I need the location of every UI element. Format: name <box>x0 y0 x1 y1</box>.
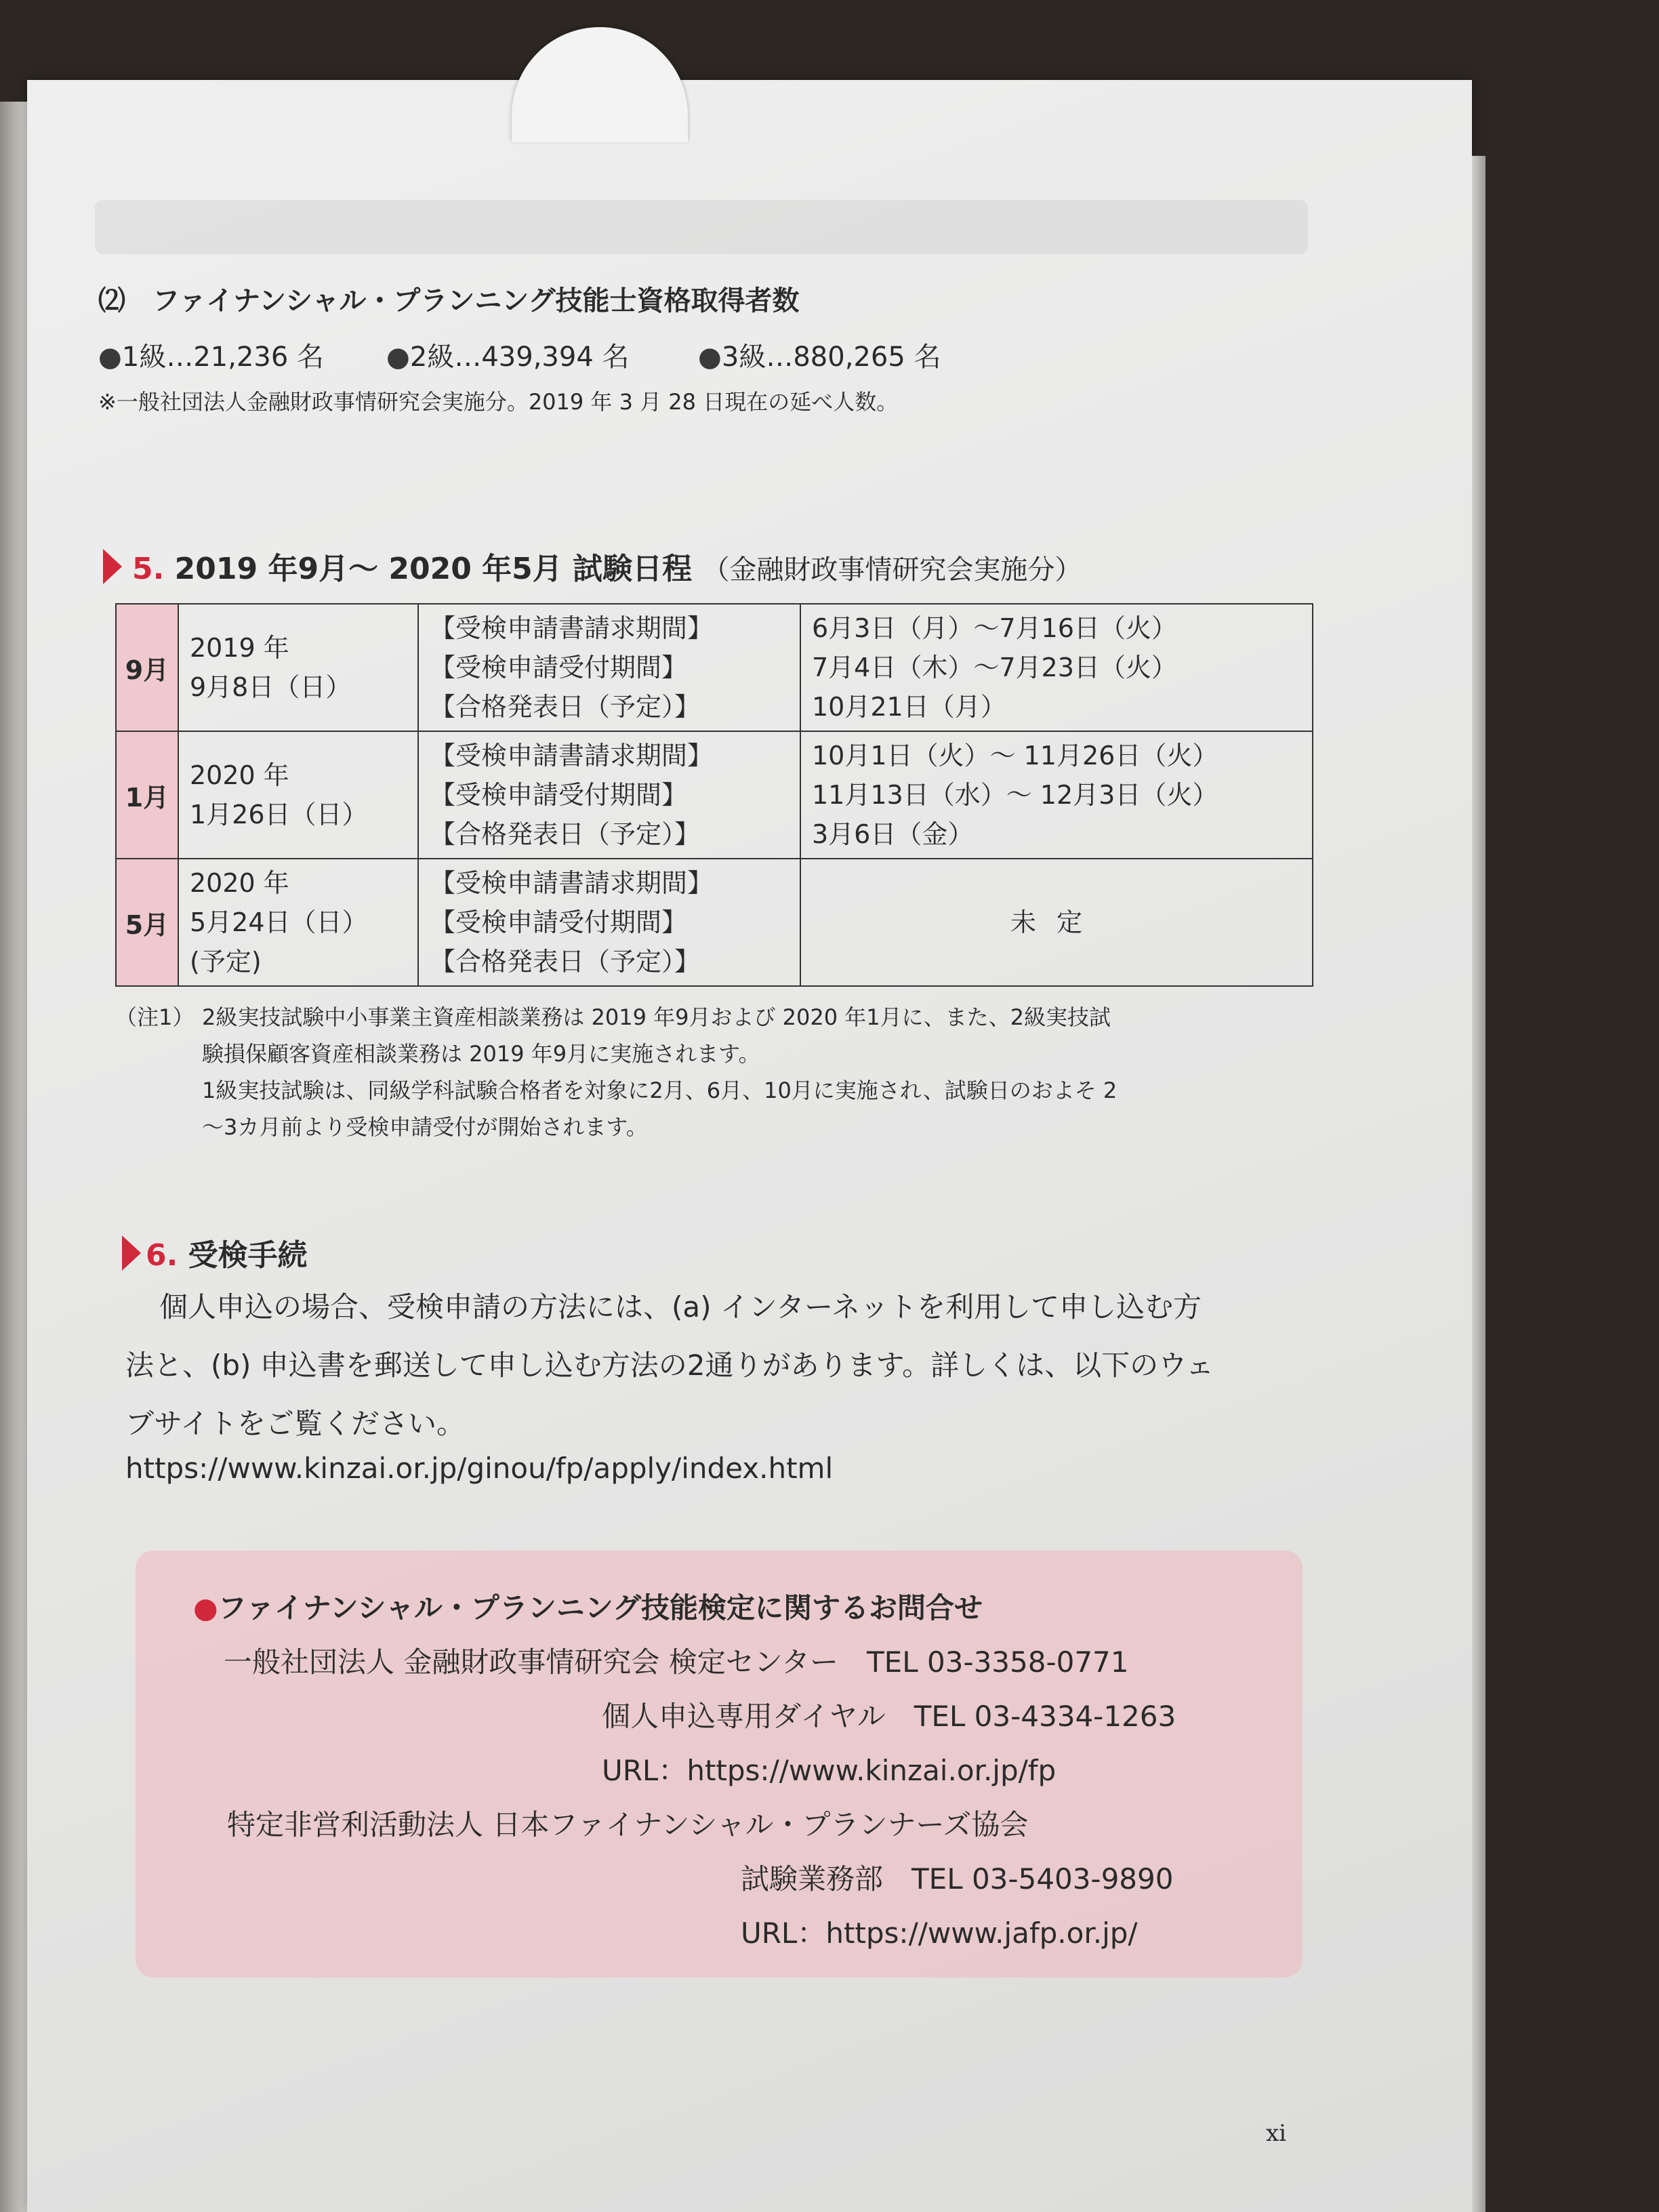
holders-heading-number: ⑵ <box>98 285 125 316</box>
section6-body-line: 法と、(b) 申込書を郵送して申し込む方法の2通りがあります。詳しくは、以下のウェ <box>125 1349 1214 1382</box>
schedule-note-line: ～3カ月前より受検申請受付が開始されます。 <box>202 1114 648 1140</box>
bullet-icon: ● <box>98 342 122 373</box>
contact-line: 特定非営利活動法人 日本ファイナンシャル・プランナーズ協会 <box>227 1808 1029 1841</box>
section6-title <box>146 1231 308 1274</box>
page-stack-edge <box>1472 156 1486 2212</box>
section6-body-line: ブサイトをご覧ください。 <box>125 1407 466 1440</box>
contact-url[interactable]: URL：https://www.jafp.or.jp/ <box>741 1917 1138 1950</box>
section-arrow-icon <box>122 1235 141 1271</box>
section6-body-line: 個人申込の場合、受検申請の方法には、(a) インターネットを利用して申し込む方 <box>159 1290 1202 1324</box>
facing-page-edge <box>0 102 27 2212</box>
exam-date-line: 2019 年 <box>190 633 289 663</box>
period-label: 【受検申請受付期間】 <box>430 653 688 682</box>
period-tbd-cell: 未定 <box>800 859 1313 986</box>
period-label: 【合格発表日（予定）】 <box>430 692 701 722</box>
period-label: 【受検申請書請求期間】 <box>430 613 714 643</box>
contact-title-text: ファイナンシャル・プランニング技能検定に関するお問合せ <box>218 1591 983 1624</box>
exam-date-cell <box>178 859 418 986</box>
holders-heading-text: ファイナンシャル・プランニング技能士資格取得者数 <box>152 285 800 316</box>
period-value: 10月1日（火）～ 11月26日（火） <box>812 741 1218 771</box>
period-label-cell <box>418 731 800 859</box>
period-value: 10月21日（月） <box>812 692 1006 722</box>
exam-date-line: 5月24日（日） <box>190 907 368 937</box>
table-row <box>116 859 1313 986</box>
section5-title-text: 2019 年9月～ 2020 年5月 試験日程 <box>174 552 693 586</box>
exam-date-line: (予定) <box>190 947 262 977</box>
period-value: 11月13日（水）～ 12月3日（火） <box>812 780 1218 810</box>
table-row <box>116 604 1313 731</box>
exam-date-line: 2020 年 <box>190 868 289 898</box>
contact-line: 一般社団法人 金融財政事情研究会 検定センター TEL 03-3358-0771 <box>224 1645 1129 1679</box>
contact-line: 個人申込専用ダイヤル TEL 03-4334-1263 <box>602 1700 1176 1733</box>
section5-number: 5. <box>132 552 165 586</box>
period-label: 【受検申請受付期間】 <box>430 780 688 810</box>
contact-url[interactable]: URL：https://www.kinzai.or.jp/fp <box>602 1754 1057 1787</box>
apply-url[interactable]: https://www.kinzai.or.jp/ginou/fp/apply/index.html <box>125 1452 834 1485</box>
section5-title <box>132 544 1082 588</box>
show-through-band <box>95 200 1308 254</box>
exam-date-cell <box>178 731 418 859</box>
page-number: xi <box>1266 2120 1287 2147</box>
section6-title-text: 受検手続 <box>188 1238 308 1273</box>
table-row <box>116 731 1313 859</box>
section-arrow-icon <box>103 549 122 584</box>
stat-text: 3級…880,265 名 <box>721 342 941 373</box>
period-label: 【受検申請書請求期間】 <box>430 741 714 771</box>
period-label: 【受検申請書請求期間】 <box>430 868 714 898</box>
month-cell: 5月 <box>116 859 178 986</box>
exam-date-cell <box>178 604 418 731</box>
period-label-cell <box>418 604 800 731</box>
schedule-note-line: 験損保顧客資産相談業務は 2019 年9月に実施されます。 <box>202 1041 760 1067</box>
period-value: 6月3日（月）～7月16日（火） <box>812 613 1177 643</box>
period-label-cell <box>418 859 800 986</box>
exam-date-line: 1月26日（日） <box>190 800 368 830</box>
period-label: 【合格発表日（予定）】 <box>430 819 701 849</box>
exam-schedule-table <box>115 603 1313 987</box>
page-tab-notch <box>512 27 688 142</box>
schedule-note-line: 1級実技試験は、同級学科試験合格者を対象に2月、6月、10月に実施され、試験日のおよそ 2 <box>202 1078 1118 1103</box>
period-label: 【合格発表日（予定）】 <box>430 947 701 977</box>
exam-date-line: 2020 年 <box>190 760 289 790</box>
exam-date-line: 9月8日（日） <box>190 672 352 702</box>
stat-grade1 <box>98 335 324 374</box>
contact-line: 試験業務部 TEL 03-5403-9890 <box>741 1862 1174 1896</box>
holders-note: ※一般社団法人金融財政事情研究会実施分。2019 年 3 月 28 日現在の延べ人数。 <box>98 389 899 415</box>
period-value-cell <box>800 604 1313 731</box>
stat-text: 2級…439,394 名 <box>409 342 630 373</box>
stat-grade3 <box>698 335 941 374</box>
section6-number: 6. <box>146 1238 178 1273</box>
period-value: 3月6日（金） <box>812 819 974 849</box>
period-value: 7月4日（木）～7月23日（火） <box>812 653 1177 682</box>
schedule-note-label: （注1） <box>115 1004 194 1030</box>
red-bullet-icon: ● <box>193 1591 218 1624</box>
section5-subtitle: （金融財政事情研究会実施分） <box>702 554 1082 586</box>
contact-title <box>193 1586 983 1626</box>
schedule-note-line: 2級実技試験中小事業主資産相談業務は 2019 年9月および 2020 年1月に、また、2級実技試 <box>202 1004 1111 1030</box>
month-cell: 9月 <box>116 604 178 731</box>
holders-heading <box>98 279 800 318</box>
bullet-icon: ● <box>386 342 410 373</box>
period-label: 【受検申請受付期間】 <box>430 907 688 937</box>
month-cell: 1月 <box>116 731 178 859</box>
stat-text: 1級…21,236 名 <box>121 342 325 373</box>
period-value-cell <box>800 731 1313 859</box>
bullet-icon: ● <box>698 342 722 373</box>
stat-grade2 <box>386 335 629 374</box>
